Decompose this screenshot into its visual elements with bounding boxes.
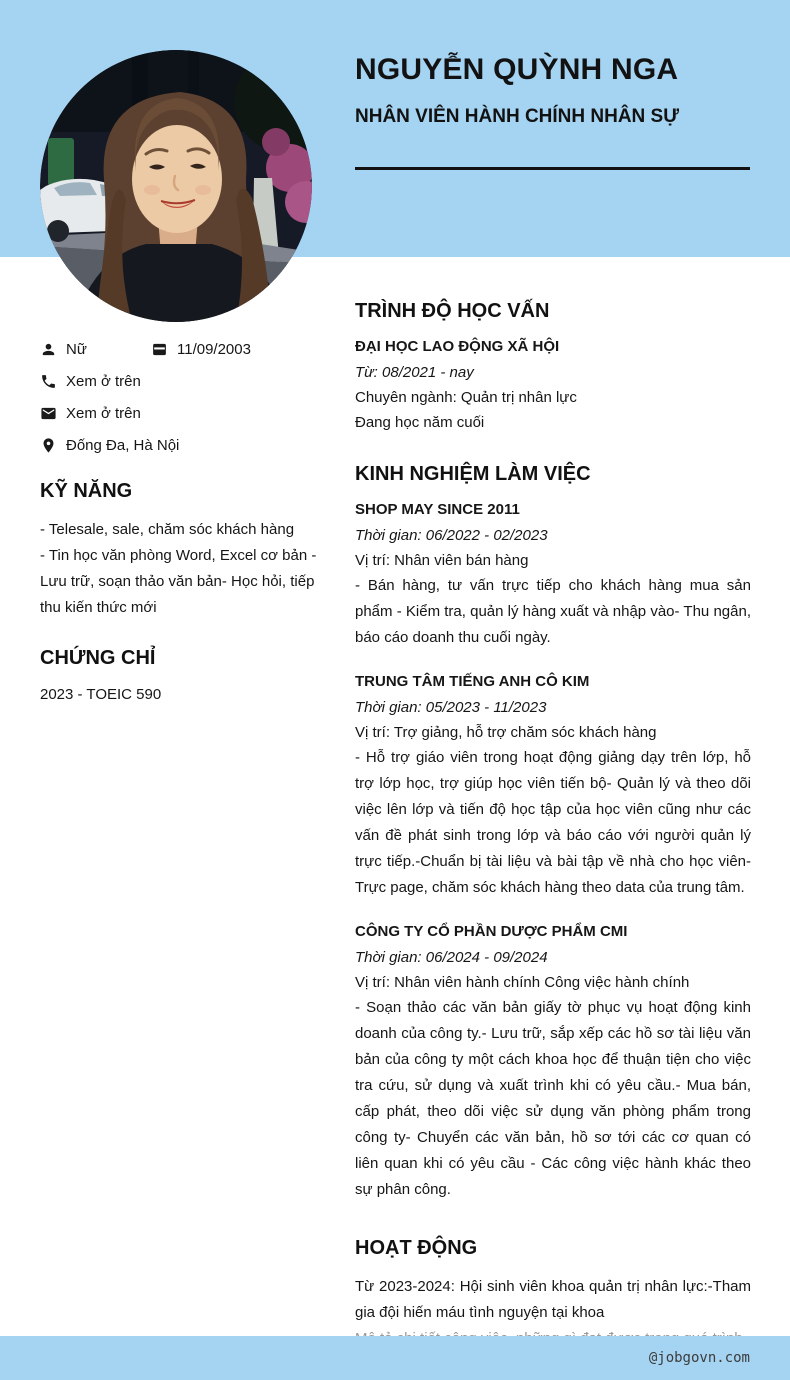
experience-heading: KINH NGHIỆM LÀM VIỆC [355,463,591,485]
education-section [355,300,751,435]
profile-photo [40,50,312,322]
job-description: - Bán hàng, tư vấn trực tiếp cho khách hàng mua sản phẩm - Kiểm tra, quản lý hàng xuất và nhập vào- Thu ngân, báo cáo doanh thu cuối ngày. [355,577,751,646]
education-time: Từ: 08/2021 - nay [355,364,474,381]
job-company: SHOP MAY SINCE 2011 [355,501,520,518]
calendar-icon [151,341,168,358]
skills-heading: KỸ NĂNG [40,480,133,502]
location-pin-icon [40,437,57,454]
activities-text: Từ 2023-2024: Hội sinh viên khoa quản trị nhân lực:-Tham gia đội hiến máu tình nguyện tại khoa [355,1278,751,1321]
job-position: Vị trí: Nhân viên hành chính Công việc hành chính [355,974,690,991]
email-value: Xem ở trên [66,404,141,422]
job-time: Thời gian: 06/2024 - 09/2024 [355,949,548,966]
job-position: Vị trí: Nhân viên bán hàng [355,552,529,569]
person-icon [40,341,57,358]
job-description: - Soạn thảo các văn bản giấy tờ phục vụ hoạt động kinh doanh của công ty.- Lưu trữ, sắp xếp các hồ sơ tài liệu văn bản của công ty một cách khoa học để thuận tiện cho việc tra cứu, sử dụng và xuất trình khi có yêu cầu.- Mua bán, cấp phát, theo dõi việc sử dụng văn phòng phẩm trong công ty- Chuyển các văn bản, hồ sơ tới các cơ quan có liên quan khi có yêu cầu - Các công việc hành khác theo sự phân công. [355,999,751,1198]
job-time: Thời gian: 05/2023 - 11/2023 [355,699,547,716]
candidate-job-title: NHÂN VIÊN HÀNH CHÍNH NHÂN SỰ [355,106,679,127]
job-position: Vị trí: Trợ giảng, hỗ trợ chăm sóc khách hàng [355,724,657,741]
gender-value: Nữ [66,340,87,358]
contact-row-gender-dob [40,340,318,358]
job-description: - Hỗ trợ giáo viên trong hoạt động giảng dạy trên lớp, hỗ trợ lớp học, trợ giúp học viên tiến bộ- Quản lý và theo dõi việc lên lớp và tiến độ học tập của học viên cũng như các vấn đề phát sinh trong lớp và báo cáo với người quản lý trực tiếp.-Chuẩn bị tài liệu và bài tập về nhà cho học viên- Trực page, chăm sóc khách hàng theo data của trung tâm. [355,749,751,896]
certificate-item: 2023 - TOEIC 590 [40,686,162,703]
footer-band [0,1336,790,1380]
profile-photo-illustration [40,50,312,322]
job-time: Thời gian: 06/2022 - 02/2023 [355,527,548,544]
skill-item: - Telesale, sale, chăm sóc khách hàng [40,521,295,538]
activities-heading: HOẠT ĐỘNG [355,1237,478,1259]
education-status: Đang học năm cuối [355,414,485,431]
education-heading: TRÌNH ĐỘ HỌC VẤN [355,300,550,322]
address-value: Đống Đa, Hà Nội [66,436,180,454]
skill-item: - Tin học văn phòng Word, Excel cơ bản - Lưu trữ, soạn thảo văn bản- Học hỏi, tiếp thu kiến thức mới [40,547,317,616]
header-text [355,0,750,170]
right-column [355,300,751,1378]
left-column [40,340,318,706]
envelope-icon [40,405,57,422]
contact-row-phone [40,372,318,390]
contact-row-address [40,436,318,454]
job-entry [355,672,751,901]
job-entry [355,500,751,651]
job-company: TRUNG TÂM TIẾNG ANH CÔ KIM [355,673,590,690]
gender-pair [40,341,151,358]
job-company: CÔNG TY CỔ PHẦN DƯỢC PHẨM CMI [355,923,628,940]
certificates-heading: CHỨNG CHỈ [40,647,156,669]
phone-value: Xem ở trên [66,372,141,390]
education-major: Chuyên ngành: Quản trị nhân lực [355,389,577,406]
education-school: ĐẠI HỌC LAO ĐỘNG XÃ HỘI [355,338,560,355]
dob-pair [151,341,251,358]
contact-row-email [40,404,318,422]
phone-icon [40,373,57,390]
job-entry [355,922,751,1203]
header-divider [355,167,750,170]
candidate-name: NGUYỄN QUỲNH NGA [355,53,679,86]
dob-value: 11/09/2003 [177,340,251,358]
skills-list [40,517,318,621]
experience-section [355,463,751,1203]
watermark-text: @jobgovn.com [648,1350,750,1366]
